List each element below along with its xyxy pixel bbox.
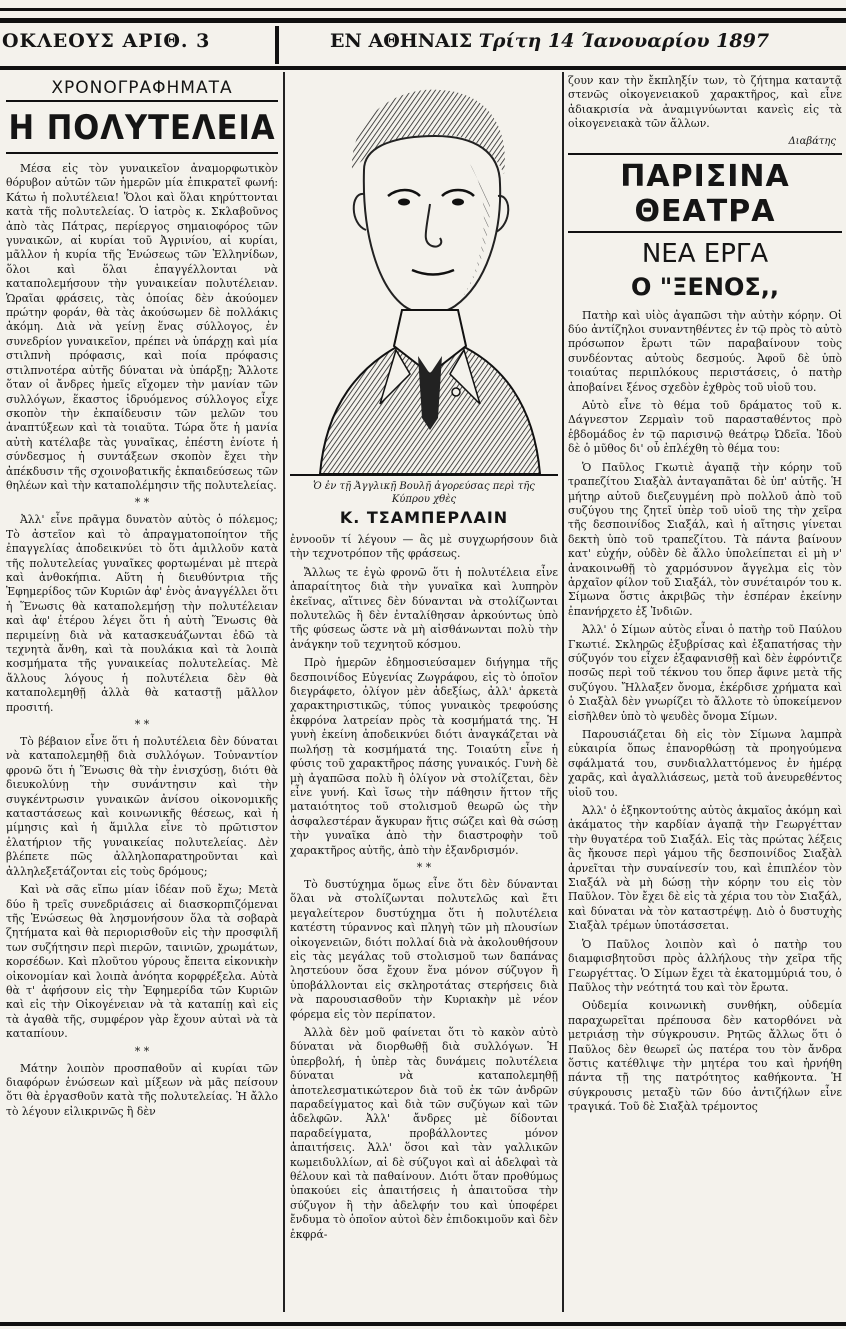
article-paragraph: Ὁ Παῦλος Γκωτιὲ ἀγαπᾷ τὴν κόρην τοῦ τραπεζίτου Σιαξὰλ ἀνταγαπᾶται δὲ ὑπ' αὐτῆς. Ἡ μήτηρ αὐτοῦ διεζευγμένη πρὸ πολλοῦ ἀπὸ τοῦ συζύγου της ζητεῖ ὑπὲρ τοῦ υἱοῦ της τὴν χεῖρα τῆς δεσποινίδος Σιαξάλ, καὶ ἡ αἴτησις γίνεται δεκτὴ ὑπὸ τοῦ τραπεζίτου. Τὰ πάντα βαίνουν κατ' εὐχήν, οὐδὲν δὲ ἄλλο ὑπολείπεται εἰ μὴ ν' ἀνακοινωθῇ τὸ χαρμόσυνον ἄγγελμα εἰς τὸν ἀρχαῖον φίλον τοῦ Σιαξάλ, τὸν συνέταιρόν του κ. Σίμωνα ὅστις ἀκριβῶς τὴν ἑσπέραν ἐκείνην ἐπανήρχετο ἐξ Ἰνδιῶν. [568, 460, 842, 618]
article-paragraph: Μέσα εἰς τὸν γυναικεῖον ἀναμορφωτικὸν θόρυβον αὐτῶν τῶν ἡμερῶν μία ἐπικρατεῖ φωνή: Κάτω ἡ πολυτέλεια! Ὅλοι καὶ ὅλαι κηρύττονται κατὰ τῆς πολυτελείας. Ὁ ἰατρὸς κ. Σκλαβοῦνος ἀπὸ τὰς Πάτρας, περίεργος σημαιοφόρος τῶν γυναικῶν, αἱ κυρίαι τοῦ Ἀγρινίου, αἱ κυρίαι, μᾶλλον ἡ κυρία τῆς Ἑνώσεως τῶν Ἑλληνίδων, ὅλοι καὶ ὅλαι ἐπαγγέλλονται νὰ καταπολεμήσουν τὴν γυναικείαν πολυτέλειαν. Ὡραῖαι φράσεις, τὰς ὁποίας δὲν ἀκούομεν πρώτην φοράν, θὰ τὰς ἀκούσωμεν δὲ πολλάκις ἀκόμη. Διὰ νὰ γείνῃ ἕνας σύλλογος, ἐν συνεδρίον γυναικεῖον, πρέπει νὰ ὑπάρχῃ καὶ μία στιλπνὴ πρόφασις, καὶ ποία πρόφασις στιλπνοτέρα αὐτῆς δύναται νὰ ὑπάρξῃ; Ἄλλοτε ὅταν οἱ ἄνδρες ἡμεῖς εἴχομεν τὴν μανίαν τῶν συλλόγων, ἕκαστος ἱδρυόμενος σύλλογος εἶχε σκοπὸν τὴν ἐκπαίδευσιν τῶν μελῶν του ἀναπτύξεων καὶ τὰ τοιαῦτα. Τώρα ὅτε ἡ μανία αὐτὴ κατέλαβε τὰς γυναῖκας, ἐπέστη ἐνίοτε ἡ σύνδεσμος ἡ συντάξεων σκοπὸν ἔχει τὴν ἀπέκδυσιν τῆς σχοινοβατικῆς ἐκπαιδεύσεως τῶν θηλέων καὶ τὴν καταπολέμησιν τῆς πολυτελείας. [6, 162, 278, 492]
masthead-dateline [330, 30, 769, 52]
column-divider-1 [283, 72, 285, 1312]
article-paragraph: Ἀλλ' ὁ ἑξηκοντούτης αὐτὸς ἀκμαῖος ἀκόμη καὶ ἀκάματος τὴν καρδίαν ἀγαπᾷ τὴν Γεωργέτταν τὴν θυγατέρα τοῦ Σιαξάλ. Εἰς τὰς πρώτας λέξεις ἃς ἤκουσε περὶ γάμου τῆς δεσποινίδος Σιαξὰλ ἀρνεῖται τὴν συναίνεσίν του, καὶ ἐπιπλέον τὸν Σιαξάλ νὰ μὴ δώσῃ τὴν κόρην του εἰς τὸν Παῦλον. Τὸν ἔχει δὲ εἰς τὰ χέρια του τὸν Σιαξάλ, καὶ δύναται νὰ τὸν καταστρέψῃ. Διὸ ὁ δυστυχὴς Σιαξὰλ τρέμων ὑποτάσσεται. [568, 804, 842, 933]
article-paragraph: Ἀλλ' εἶνε πρᾶγμα δυνατὸν αὐτὸς ὁ πόλεμος; Τὸ ἀστεῖον καὶ τὸ ἀπραγματοποίητον τῆς ἐπαγγελίας ἀποδεικνύει τὸ ὅτι ἀμιλλοῦν κατὰ τῆς πολυτελείας γυναῖκες φορτωμέναι μὲ πτερὰ καὶ ἀνθοκήπια. Αὕτη ἡ διευθύντρια τῆς Ἐφημερίδος τῶν Κυριῶν ἀφ' ἑνὸς ἀναγγέλλει ὅτι ἡ Ἕνωσις θὰ καταπολεμήσῃ τὴν πολυτέλειαν καὶ ἀφ' ἑτέρου λέγει ὅτι ἡ αὐτὴ Ἕνωσις θὰ περιμείνῃ διὰ νὰ κατασκευάζωνται ἐδῶ τὰ τεχνητὰ ἄνθη, καὶ τὰ πουλάκια καὶ τὰ λοιπὰ κοσμήματα τῆς γυναικείας πολυτελείας. Μὲ ἄλλους λόγους ἡ πολυτέλεια δὲν θὰ καταπολεμηθῇ ἀλλὰ θὰ καταστῇ μᾶλλον προσιτή. [6, 513, 278, 714]
section-stars: * * [134, 1044, 150, 1058]
author-signature: Διαβάτης [788, 135, 836, 147]
masthead-separator [275, 26, 279, 64]
portrait-caption-name: Κ. ΤΣΑΜΠΕΡΛΑΙΝ [339, 508, 509, 527]
article-paragraph: Παρουσιάζεται δὴ εἰς τὸν Σίμωνα λαμπρὰ εὐκαιρία ὅπως ἐπανορθώσῃ τὰ προηγούμενα σφάλματά του, συνδιαλλαττόμενος ἐν ἡμέρᾳ χαρᾶς, καὶ ἀγαλλιάσεως, μετὰ τοῦ ἀνευρεθέντος υἱοῦ του. [568, 728, 842, 799]
masthead [0, 24, 846, 66]
article-paragraph: Ἀλλ' ὁ Σίμων αὐτὸς εἶναι ὁ πατὴρ τοῦ Παύλου Γκωτιέ. Σκληρῶς ἐξυβρίσας καὶ ἐξαπατήσας τὴν σύζυγόν του εἶχεν ἐξαφανισθῇ καὶ δὲν ἐφρόντιζε ποσῶς περὶ τοῦ τέκνου του ὅπερ ἄφινε μετὰ τῆς συζύγου. Ἤλλαξεν ὄνομα, ἐκέρδισε χρήματα καὶ ὁ Σιαξὰλ δὲν γνωρίζει τὸ ἄλλοτε τὸ ὑποκείμενον εἰσῆλθεν ὑπὸ τὸ ψευδὲς ὄνομα Σίμων. [568, 623, 842, 723]
section-stars: * * [134, 718, 150, 732]
masthead-city: ΕΝ ΑΘΗΝΑΙΣ [330, 30, 473, 52]
masthead-rule-bottom [0, 66, 846, 70]
masthead-rule-top [0, 18, 846, 23]
article-paragraph: ἐννοοῦν τί λέγουν — ἂς μὲ συγχωρήσουν διὰ τὴν τεχνοτρόπον τῆς φράσεως. [290, 533, 558, 561]
article-paragraph: Ἄλλως τε ἐγὼ φρονῶ ὅτι ἡ πολυτέλεια εἶνε ἀπαραίτητος διὰ τὴν γυναῖκα καὶ λυπηρὸν ἐκεῖνας, αἵτινες δὲν δύνανται νὰ στολίζωνται πολυτελῶς ἢ δὲν ἐνταλίθησαν ἀρκούντως ὑπὸ τῆς φύσεως ὥστε νὰ μὴ αἰσθάνωνται πολὺ τὴν ἀνάγκην τοῦ τεχνητοῦ κόσμου. [290, 565, 558, 651]
section-kicker: ΧΡΟΝΟΓΡΑΦΗΜΑΤΑ [51, 78, 233, 98]
column-left [6, 74, 278, 1319]
play-title: Ο "ΞΕΝΟΣ,, [631, 272, 779, 301]
article-paragraph: Ἀλλὰ δὲν μοῦ φαίνεται ὅτι τὸ κακὸν αὐτὸ δύναται νὰ διορθωθῇ διὰ συλλόγων. Ἡ ὑπερβολή, ἡ ὑπὲρ τὰς δυνάμεις πολυτέλεια δύναται νὰ καταπολεμηθῇ ἀποτελεσματικώτερον διὰ τοῦ ἐκ τῶν ἀνδρῶν παραδείγματος καὶ διὰ τῶν συζύγων καὶ τῶν ἀδελφῶν. Ἀλλ' ἄνδρες μὲ δίδονται παραδείγματα, προβάλλοντες μόνον ἀπαιτήσεις. Ἀλλ' ὅσοι καὶ τὰν γαλλικῶν κωμειδυλλίων, αἱ δὲ σύζυγοι καὶ αἱ ἀδελφαὶ τὰ θέλουν καὶ τὰ παθαίνουν. Διότι ὅταν προθύμως ὑπακούει εἰς ἀπαιτήσεις ἡ ἀπαιτοῦσα τὴν σύζυγον ἢ τὴν ἀδελφήν του καὶ ὑποφέρει ἔνδυμα τὸ ὁποῖον αὐτοὶ δὲν ἐπιδοκιμοῦν καὶ δὲν ἐκφρά- [290, 1026, 558, 1241]
portrait-illustration [290, 74, 558, 474]
article-paragraph: Πρὸ ἡμερῶν ἐδημοσιεύσαμεν διήγημα τῆς δεσποινίδος Εὐγενίας Ζωγράφου, εἰς τὸ ὁποῖον διεγράφετο, ὀλίγον μὲν ἀδεξίως, ἀλλ' ἀρκετὰ χαρακτηριστικῶς, τύπος γυναικὸς τρεφούσης ἐκφρόνα λατρείαν πρὸς τὰ κοσμήματά της. Ἡ γυνὴ ἐκείνη ἀποδεικνύει διότι ἀναγκάζεται νὰ πωλήσῃ τὰ κοσμήματά της. Τοιαύτη εἶνε ἡ φύσις τοῦ χαρακτῆρος πάσης γυναικός. Γυνὴ δὲ μὴ ἀγαπῶσα πολὺ ἢ ὀλίγον νὰ στολίζεται, δὲν εἶνε γυνή. Καὶ ἴσως τὴν πάθησιν ἥττον τῆς ματαιότητος τοῦ στολισμοῦ θεωρῶ ὡς τὴν ἀσφαλεστέραν ἄγκυραν ἥτις σώζει καὶ θὰ σώσῃ τὴν γυναῖκα ἀπὸ τὴν διαστροφὴν τοῦ χαρακτῆρος αὐτῆς, ἀπὸ τὴν ἐξανδρισμόν. [290, 656, 558, 857]
article-title: Η ΠΟΛΥΤΕΛΕΙΑ [6, 100, 278, 154]
theatre-heading-box [568, 153, 842, 233]
column-middle [290, 74, 558, 1319]
article-paragraph: Καὶ νὰ σᾶς εἴπω μίαν ἰδέαν ποῦ ἔχω; Μετὰ δύο ἢ τρεῖς συνεδριάσεις αἱ διασκορπιζόμεναι τῆς Ἑνώσεως θὰ λησμονήσουν ὅλα τὰ σοβαρὰ ζητήματα καὶ θὰ περιορισθοῦν εἰς τὴν προσφιλῆ των συζήτησιν περὶ πιερῶν, ταινιῶν, χρωμάτων, κορσέδων. Καὶ πλοῦτου γύρους ἔπειτα εἰκονικὴν οἰκονομίαν καὶ λοιπὰ ἀνόητα κορφρέξελα. Αὐτὰ θὰ τ' ἀφήσουν εἰς τὴν Ἐφημερίδα τῶν Κυριῶν καὶ εἰς τὴν Οἰκογένειαν νὰ τὰ καταπίῃ καὶ εἰς τὰ ἀγαθὰ τῆς, συμφέρον γὰρ ἔχουν αὐταὶ νὰ τὰ καταπίουν. [6, 883, 278, 1041]
article-paragraph: Αὐτὸ εἶνε τὸ θέμα τοῦ δράματος τοῦ κ. Δάγνεστον Ζερμαὶν τοῦ παρασταθέντος πρὸ ἑβδομάδος ἐν τῷ παρισινῷ θεάτρῳ Ὠδεῖα. Ἰδοὺ δὲ ὁ μῦθος δι' οὗ ἐπλέχθη τὸ θέμα του: [568, 399, 842, 456]
portrait-engraving [290, 74, 558, 476]
article-paragraph: Οὐδεμία κοινωνικὴ συνθήκη, οὐδεμία παραχωρεῖται πρέπουσα δὲν κατορθόνει νὰ μετριάσῃ τὴν σύγκρουσιν. Ρητῶς ἄλλως ὅτι ὁ Παῦλος δὲν θεωρεῖ ὡς πατέρα του τὸν ἄνδρα ὅστις κατέθλιψε τὴν μητέρα του καὶ ἠρνήθη πάντα τῇ της πατρότητος καθήκοντα. Ἡ σύγκρουσις μεταξὺ τῶν δύο ἀντιζήλων εἶνε τραγικά. Τοῦ δὲ Σιαξὰλ τρέμοντος [568, 999, 842, 1114]
column-right [568, 74, 842, 1319]
article-paragraph: Τὸ δυστύχημα ὅμως εἶνε ὅτι δὲν δύνανται ὅλαι νὰ στολίζωνται πολυτελῶς καὶ ἔτι μεγαλείτερον δυστύχημα ὅτι ἡ πολυτέλεια κατέστη τύραννος καὶ πληγὴ τῶν μὴ πλουσίων οἰκογενειῶν, διότι πολλαί διὰ νὰ ἀκολουθήσουν εἰς τὰς μεγάλας τοῦ στολισμοῦ των δαπάνας ληστεύουν ὅσα ἔχουν ἕνα μόνον σύζυγον ἢ ὑποβάλλονται εἰς σκληροτάτας στερήσεις διὰ νὰ παρουσιασθοῦν τὴν Κυριακὴν μὲ νέον φόρεμα εἰς τὸν περίπατον. [290, 877, 558, 1021]
masthead-issue: ΟΚΛΕΟΥΣ ΑΡΙΘ. 3 [2, 30, 211, 52]
article-paragraph: Πατὴρ καὶ υἱὸς ἀγαπῶσι τὴν αὐτὴν κόρην. Οἱ δύο ἀντίζηλοι συναντηθέντες ἐν τῷ πρὸς τὸ αὐτὸ πρόσωπον ἔρωτι τῶν παραβαίνουν τοὺς συνδέοντας αὐτοὺς δεσμούς. Ἀφοῦ δὲ ὑπὸ τοιαύτας περιπλόκους περιστάσεις, ὁ πατὴρ ἀποβαίνει ξένος σχεδὸν ἐχθρὸς τοῦ υἱοῦ του. [568, 308, 842, 394]
new-works-heading: ΝΕΑ ΕΡΓΑ [641, 238, 769, 269]
masthead-date: Τρίτη 14 Ίανουαρίου 1897 [478, 30, 770, 52]
top-rule [0, 8, 846, 11]
article-paragraph: ζουν καν τὴν ἔκπληξίν των, τὸ ζήτημα καταντᾷ στενῶς οἰκογενειακοῦ χαρακτῆρος, καὶ εἶνε ἀδιακρισία νὰ ἀναμιγνύωνται κανεὶς εἰς τὰ οἰκογενειακὰ τῶν ἄλλων. [568, 74, 842, 131]
article-paragraph: Τὸ βέβαιον εἶνε ὅτι ἡ πολυτέλεια δὲν δύναται νὰ καταπολεμηθῇ διὰ συλλόγων. Τοὐναντίον φρονῶ ὅτι ἡ Ἕνωσις θὰ τὴν ἐνισχύσῃ, διότι θὰ διευκολύνῃ τὴν συνάντησιν καὶ τὴν συγκέντρωσιν γυναικῶν ἀνίσου οἰκονομικῆς καταστάσεως καὶ κοινωνικῆς θέσεως, καὶ ἡ μίμησις καὶ ἡ ἅμιλλα εἶνε τὸ πρῶτιστον ἐλατήριον τῆς γυναικείας πολυτελείας. Δὲν βλέπετε πῶς ἀλληλοπαρατηροῦνται καὶ ἀλληλεξετάζονται εἰς τοὺς δρόμους; [6, 735, 278, 878]
column-divider-2 [562, 72, 564, 1312]
portrait-caption: Ὁ ἐν τῇ Ἀγγλικῇ Βουλῇ ἀγορεύσας περὶ τῆς Κύπρου χθὲς [313, 481, 535, 505]
article-paragraph: Ὁ Παῦλος λοιπὸν καὶ ὁ πατὴρ του διαμφισβητοῦσι πρὸς ἀλλήλους τὴν χεῖρα τῆς Γεωργέττας. Ὁ Σίμων ἔχει τὰ ἑκατομμύριά του, ὁ Παῦλος τὴν νεότητά του καὶ τὸν ἔρωτα. [568, 937, 842, 994]
bottom-rule [0, 1322, 846, 1326]
theatre-title: ΠΑΡΙΣΙΝΑ ΘΕΑΤΡΑ [620, 158, 790, 229]
article-paragraph: Μάτην λοιπὸν προσπαθοῦν αἱ κυρίαι τῶν διαφόρων ἑνώσεων καὶ μίξεων νὰ μᾶς πείσουν ὅτι θὰ ἐργασθοῦν κατὰ τῆς πολυτελείας. Ἡ ἄλλο τὸ λέγουν εἰλικρινῶς ἢ δὲν [6, 1061, 278, 1118]
section-stars: * * [134, 496, 150, 510]
section-stars: * * [416, 860, 432, 874]
